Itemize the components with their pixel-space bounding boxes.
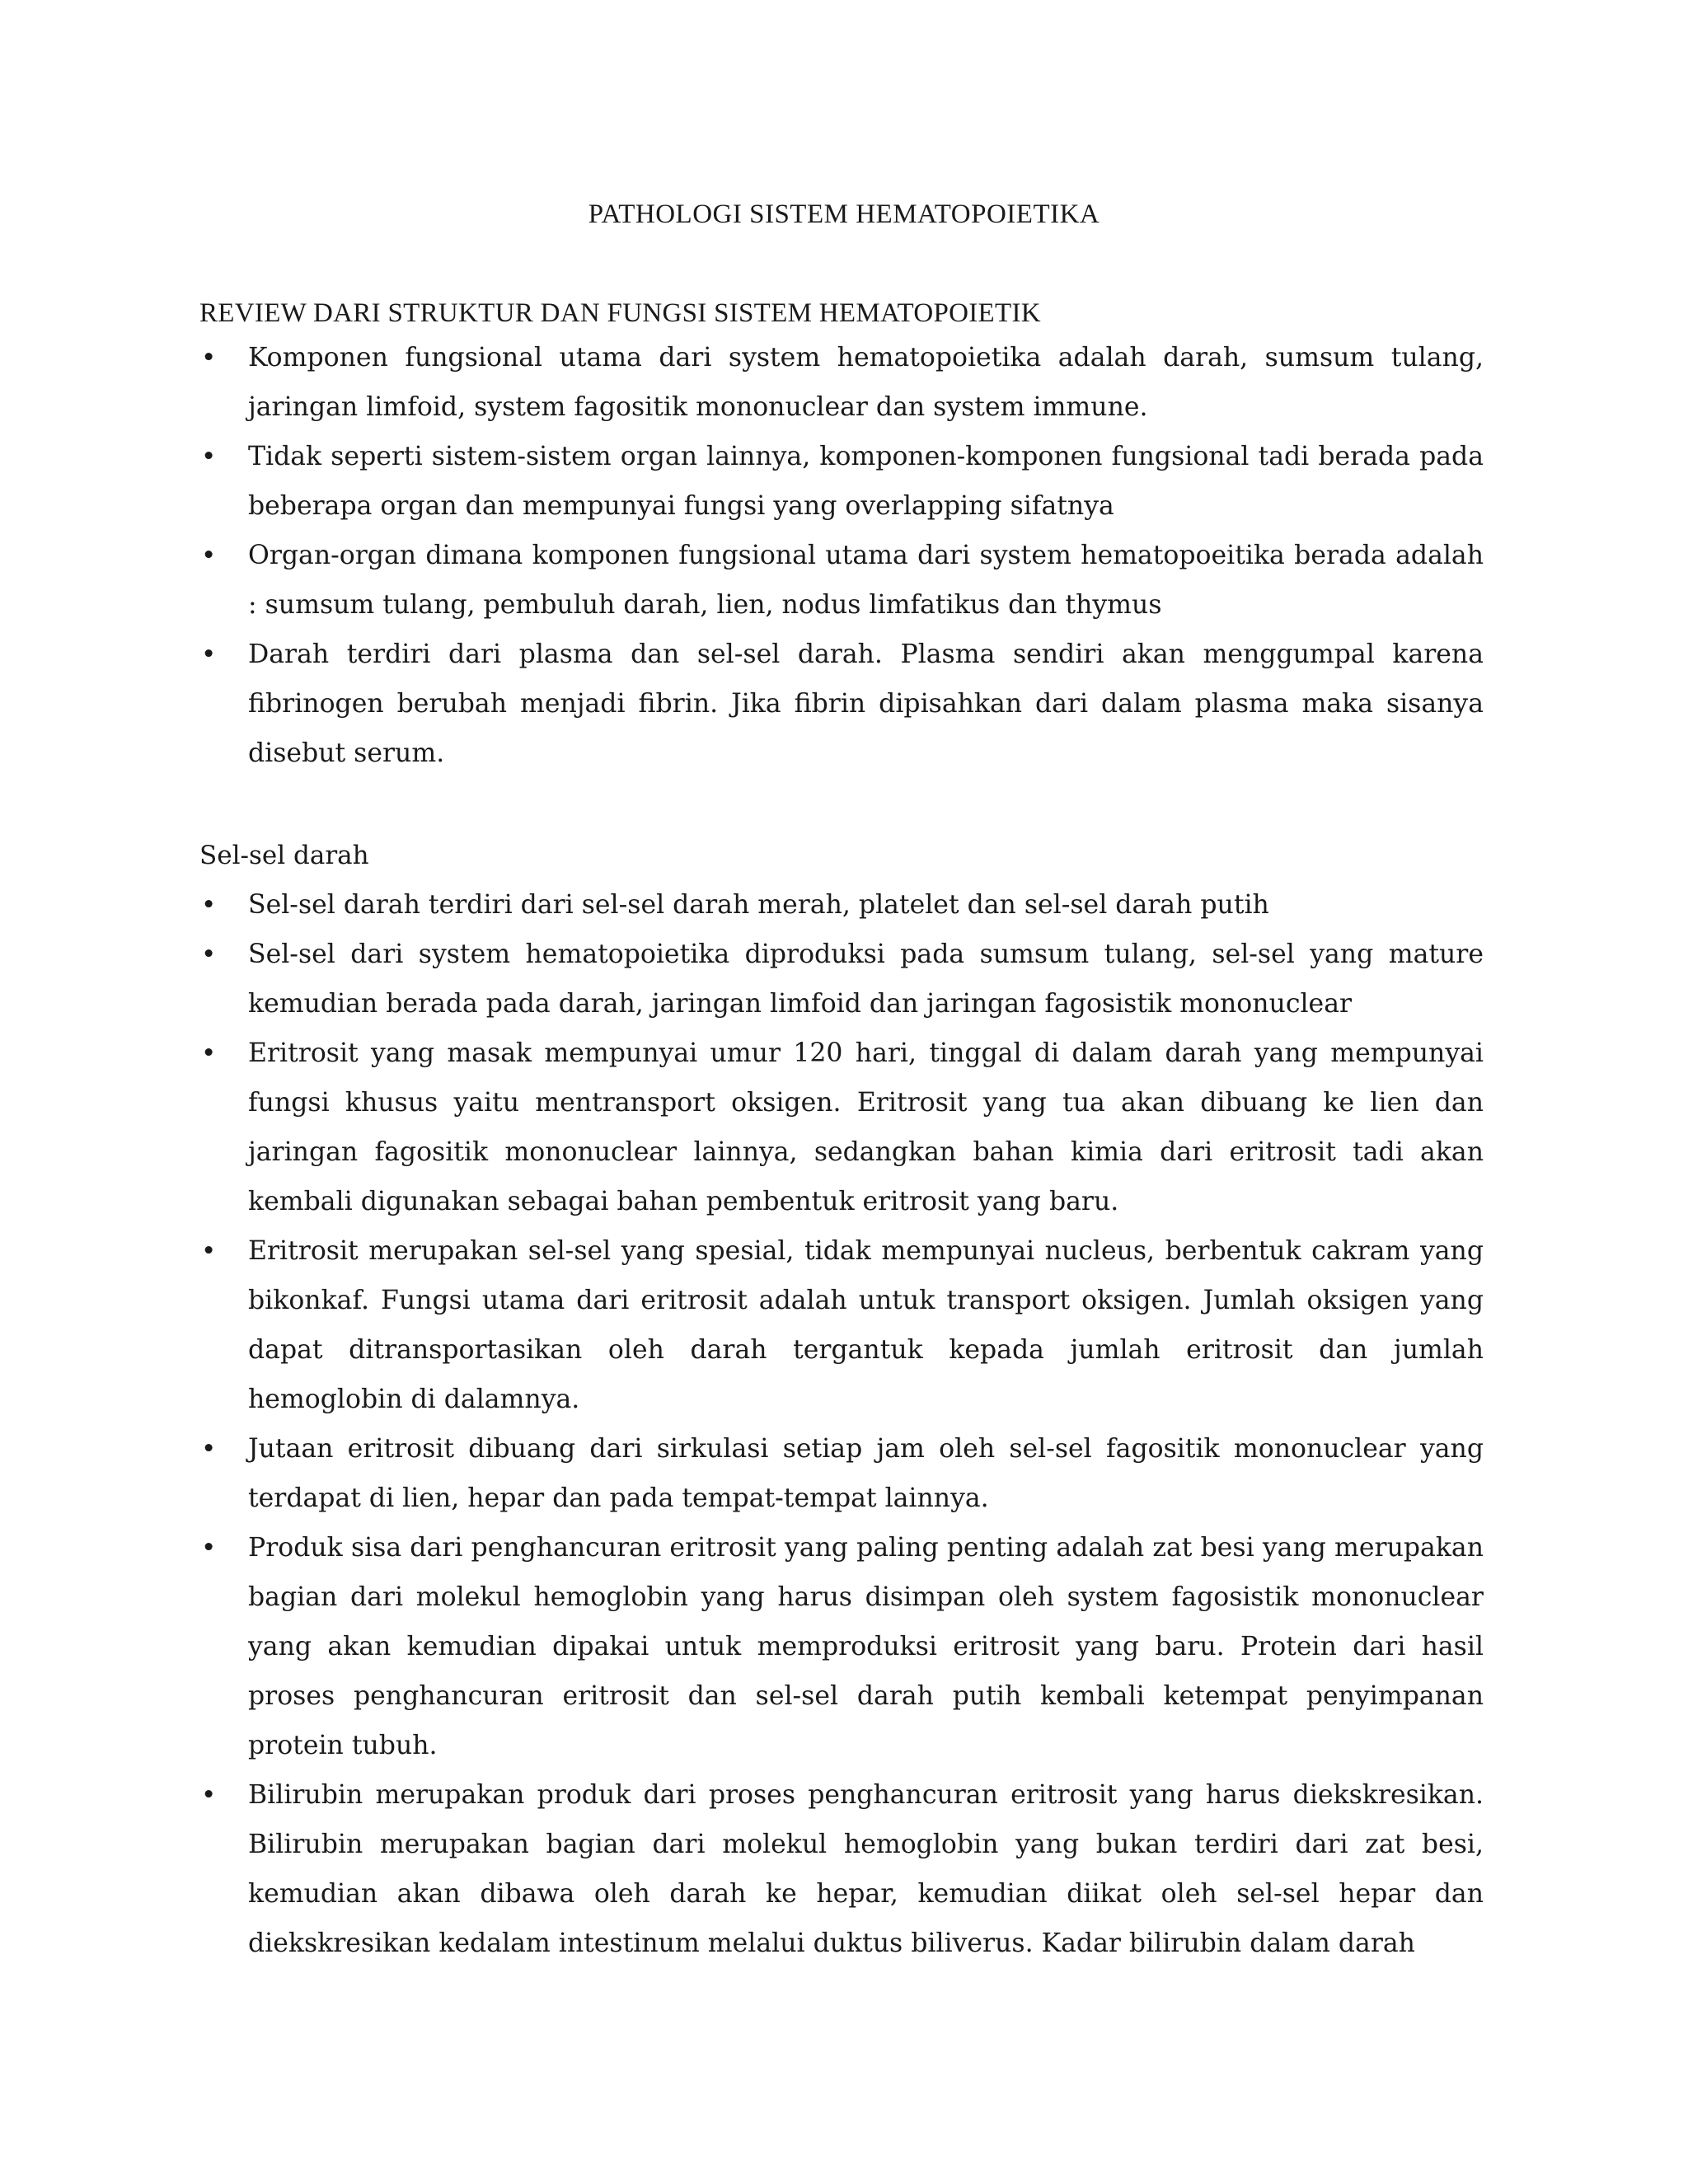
list-item [199,432,1484,531]
list-item-text: Organ-organ dimana komponen fungsional utama dari system hematopoeitika berada adalah : sumsum tulang, pembuluh darah, lien, nodus limfatikus dan thymus [248,541,1484,620]
list-item-text: Sel-sel dari system hematopoietika diproduksi pada sumsum tulang, sel-sel yang mature kemudian berada pada darah, jaringan limfoid dan jaringan fagosistik mononuclear [248,940,1484,1019]
list-item-text: Eritrosit merupakan sel-sel yang spesial, tidak mempunyai nucleus, berbentuk cakram yang bikonkaf. Fungsi utama dari eritrosit adalah untuk transport oksigen. Jumlah oksigen yang dapat ditransportasikan oleh darah tergantuk kepada jumlah eritrosit dan jumlah hemoglobin di dalamnya. [248,1236,1484,1414]
bullet-icon: • [201,442,217,471]
list-item [199,531,1484,630]
list-item [199,880,1484,930]
section-heading-sel-sel-darah: Sel-sel darah [199,841,369,870]
bullet-icon: • [201,1038,217,1068]
review-bullet-list [199,333,1484,778]
bullet-icon: • [201,343,217,373]
list-item [199,1029,1484,1226]
page-title: PATHOLOGI SISTEM HEMATOPOIETIKA [588,199,1100,229]
list-item-text: Darah terdiri dari plasma dan sel-sel darah. Plasma sendiri akan menggumpal karena fibrinogen berubah menjadi fibrin. Jika fibrin dipisahkan dari dalam plasma maka sisanya disebut serum. [248,640,1484,768]
blood-cells-bullet-list [199,880,1484,1968]
list-item [199,930,1484,1029]
list-item-text: Jutaan eritrosit dibuang dari sirkulasi setiap jam oleh sel-sel fagositik mononuclear yang terdapat di lien, hepar dan pada tempat-tempat lainnya. [248,1434,1484,1513]
list-item-text: Bilirubin merupakan produk dari proses penghancuran eritrosit yang harus diekskresikan. Bilirubin merupakan bagian dari molekul hemoglobin yang bukan terdiri dari zat besi, kemudian akan dibawa oleh darah ke hepar, kemudian diikat oleh sel-sel hepar dan diekskresikan kedalam intestinum melalui duktus biliverus. Kadar bilirubin dalam darah [248,1780,1484,1958]
bullet-icon: • [201,541,217,570]
bullet-icon: • [201,1533,217,1563]
bullet-icon: • [201,1434,217,1464]
list-item [199,333,1484,432]
list-item-text: Komponen fungsional utama dari system hematopoietika adalah darah, sumsum tulang, jaringan limfoid, system fagositik mononuclear dan system immune. [248,343,1484,422]
list-item [199,1770,1484,1968]
bullet-icon: • [201,1236,217,1266]
bullet-icon: • [201,640,217,669]
bullet-icon: • [201,890,217,920]
list-item [199,630,1484,778]
bullet-icon: • [201,1780,217,1810]
list-item-text: Tidak seperti sistem-sistem organ lainnya, komponen-komponen fungsional tadi berada pada beberapa organ dan mempunyai fungsi yang overlapping sifatnya [248,442,1484,521]
list-item [199,1424,1484,1523]
list-item [199,1226,1484,1424]
list-item-text: Eritrosit yang masak mempunyai umur 120 hari, tinggal di dalam darah yang mempunyai fungsi khusus yaitu mentransport oksigen. Eritrosit yang tua akan dibuang ke lien dan jaringan fagositik mononuclear lainnya, sedangkan bahan kimia dari eritrosit tadi akan kembali digunakan sebagai bahan pembentuk eritrosit yang baru. [248,1038,1484,1216]
list-item-text: Produk sisa dari penghancuran eritrosit yang paling penting adalah zat besi yang merupakan bagian dari molekul hemoglobin yang harus disimpan oleh system fagosistik mononuclear yang akan kemudian dipakai untuk memproduksi eritrosit yang baru. Protein dari hasil proses penghancuran eritrosit dan sel-sel darah putih kembali ketempat penyimpanan protein tubuh. [248,1533,1484,1760]
section-heading-review: REVIEW DARI STRUKTUR DAN FUNGSI SISTEM HEMATOPOIETIK [199,298,1041,328]
list-item-text: Sel-sel darah terdiri dari sel-sel darah merah, platelet dan sel-sel darah putih [248,890,1269,920]
bullet-icon: • [201,940,217,969]
list-item [199,1523,1484,1770]
